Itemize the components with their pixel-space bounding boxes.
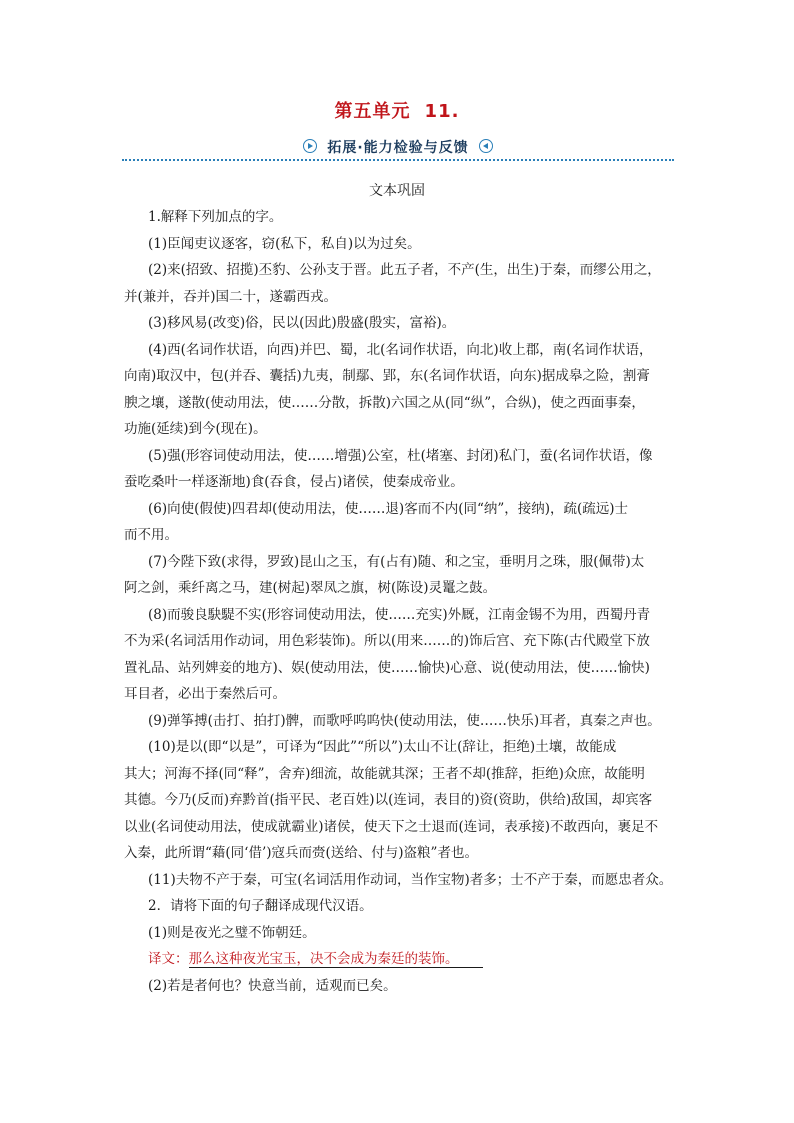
q1-item: (5)强(形容词使动用法，使……增强)公室，杜(堵塞、封闭)私门，蚕(名词作状语，像	[148, 447, 653, 464]
q1-item: (7)今陛下致(求得，罗致)昆山之玉，有(占有)随、和之宝，垂明月之珠，服(佩带)太	[148, 553, 645, 570]
section-banner	[122, 137, 674, 163]
q1-item: 而不用。	[124, 527, 178, 543]
q1-item: (6)向使(假使)四君却(使动用法，使……退)客而不内(同“纳”，接纳)，疏(疏远)士	[148, 500, 629, 517]
q1-item: (1)臣闻吏议逐客，窃(私下，私自)以为过矣。	[148, 235, 421, 252]
q1-item: 向南)取汉中，包(并吞、囊括)九夷，制鄢、郢，东(名词作状语，向东)据成皋之险，割膏	[124, 368, 650, 384]
q1-item: 入秦，此所谓“藉(同‘借’)寇兵而赍(送给、付与)盗粮”者也。	[124, 845, 478, 861]
q1-item: (11)夫物不产于秦，可宝(名词活用作动词，当作宝物)者多；士不产于秦，而愿忠者众。	[148, 871, 673, 888]
answer-text: 那么这种夜光宝玉，决不会成为秦廷的装饰。	[189, 951, 483, 968]
arrow-left-icon	[479, 139, 493, 153]
q1-item: (8)而骏良駃騠不实(形容词使动用法，使……充实)外厩，江南金锡不为用，西蜀丹青	[148, 606, 651, 623]
arrow-right-icon	[303, 139, 317, 153]
q1-item: 不为采(名词活用作动词，用色彩装饰)。所以(用来……的)饰后宫、充下陈(古代殿堂下放	[124, 633, 650, 649]
q1-item: 腴之壤，遂散(使动用法，使……分散，拆散)六国之从(同“纵”，合纵)，使之西面事秦，	[124, 394, 645, 411]
q1-item: 其德。今乃(反而)弃黔首(指平民、老百姓)以(连词，表目的)资(资助，供给)敌国，却宾客	[124, 792, 653, 808]
q1-item: 蚕吃桑叶一样逐渐地)食(吞食，侵占)诸侯，使秦成帝业。	[124, 474, 464, 490]
q1-item: 其大；河海不择(同“释”，舍弃)细流，故能就其深；王者不却(推辞，拒绝)众庶，故能明	[124, 765, 645, 782]
lesson-number: 11.	[424, 101, 460, 122]
q1-item: 置礼品、站列婢妾的地方)、娱(使动用法，使……愉快)心意、说(使动用法，使……愉快)	[124, 659, 650, 676]
unit-title	[0, 97, 794, 123]
q1-item: (4)西(名词作状语，向西)并巴、蜀，北(名词作状语，向北)收上郡，南(名词作状语，	[148, 341, 653, 358]
q1-item: 以业(名词使动用法，使成就霸业)诸侯，使天下之士退而(连词，表承接)不敢西向，裹足不	[124, 818, 659, 835]
q1-item: 功施(延续)到今(现在)。	[124, 421, 267, 437]
question-2-title: 2．请将下面的句子翻译成现代汉语。	[148, 898, 373, 914]
dotted-divider	[122, 159, 674, 161]
q1-item: (10)是以(即“以是”，可译为“因此”“所以”)太山不让(辞让，拒绝)土壤，故能成	[148, 739, 617, 755]
q2-sentence: (2)若是者何也？快意当前，适观而已矣。	[148, 977, 397, 994]
q1-item: (9)弹筝搏(击打、拍打)髀，而歌呼呜呜快(使动用法，使……快乐)耳者，真秦之声也。	[148, 712, 661, 729]
q1-item: 阿之剑，乘纤离之马，建(树起)翠凤之旗，树(陈设)灵鼍之鼓。	[124, 580, 497, 596]
q1-item: (3)移风易(改变)俗，民以(因此)殷盛(殷实，富裕)。	[148, 315, 456, 331]
exercise-content	[124, 204, 674, 999]
section-title: 文本巩固	[369, 183, 425, 199]
q2-answer	[124, 946, 674, 973]
unit-label: 第五单元	[334, 101, 411, 122]
q1-item: 耳目者，必出于秦然后可。	[124, 686, 286, 702]
q2-sentence: (1)则是夜光之璧不饰朝廷。	[148, 924, 316, 941]
question-1-title: 1.解释下列加点的字。	[148, 209, 283, 225]
q1-item: (2)来(招致、招揽)丕豹、公孙支于晋。此五子者，不产(生，出生)于秦，而缪公用之，	[148, 262, 661, 278]
banner-label: 拓展·能力检验与反馈	[327, 140, 469, 156]
q1-item: 并(兼并，吞并)国二十，遂霸西戎。	[124, 288, 338, 305]
answer-label: 译文：	[148, 951, 189, 967]
